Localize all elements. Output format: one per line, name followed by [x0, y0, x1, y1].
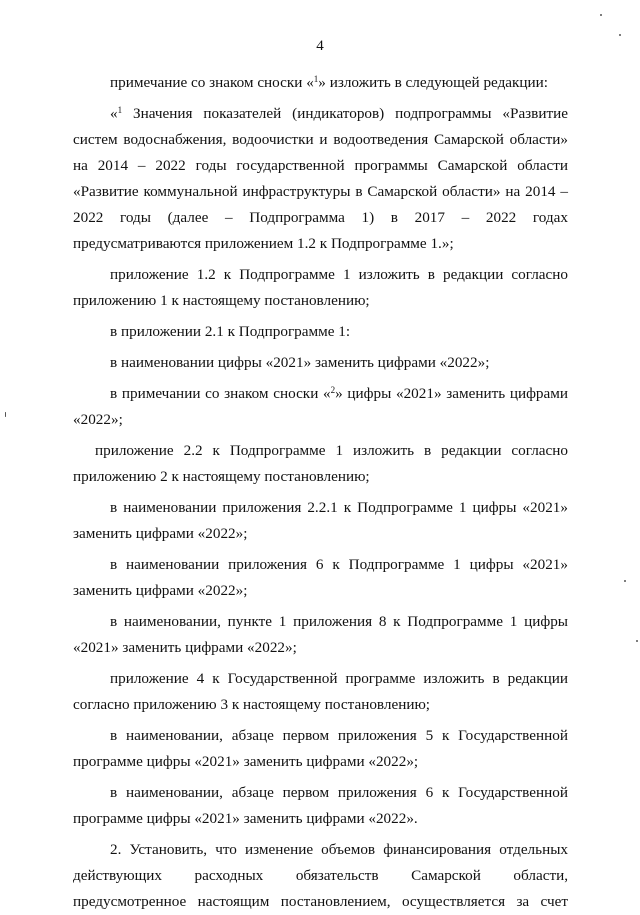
- scan-speck: [636, 640, 638, 642]
- paragraph: в наименовании приложения 2.2.1 к Подпрограмме 1 цифры «2021» заменить цифрами «2022»;: [73, 499, 568, 542]
- p6-after: » цифры «2021» заменить цифрами «2022»;: [73, 385, 568, 428]
- paragraph: приложение 2.2 к Подпрограмме 1 изложить в редакции согласно приложению 2 к настоящему постановлению;: [73, 442, 568, 485]
- paragraph-footnote-2: [73, 381, 568, 433]
- paragraph: в наименовании приложения 6 к Подпрограмме 1 цифры «2021» заменить цифрами «2022»;: [73, 556, 568, 599]
- document-body: [73, 70, 568, 915]
- p2-line: на 2014 – 2022 годы государственной программы Самарской области: [73, 157, 568, 174]
- scan-speck: [624, 580, 626, 582]
- paragraph: приложение 4 к Государственной программе изложить в редакции согласно приложению 3 к настоящему постановлению;: [73, 670, 568, 713]
- p14-line: предусмотренное настоящим постановлением, осуществляется за счет: [73, 893, 568, 910]
- p6-before: в примечании со знаком сноски «: [110, 385, 331, 402]
- p14-line: 2. Установить, что изменение объемов финансирования отдельных: [110, 841, 568, 858]
- p1-before: примечание со знаком сноски «: [110, 74, 314, 91]
- scan-speck: [619, 34, 621, 36]
- paragraph: в наименовании, пункте 1 приложения 8 к Подпрограмме 1 цифры «2021» заменить цифрами «2022»;: [73, 613, 568, 656]
- footnote-mark: 1: [313, 74, 319, 84]
- paragraph-footnote-1-text: [73, 101, 568, 257]
- p2-line-text: Значения показателей (индикаторов) подпрограммы «Развитие: [133, 105, 568, 122]
- p14-line: действующих расходных обязательств Самарской области,: [73, 867, 568, 884]
- footnote-mark: 1: [117, 105, 123, 115]
- p2-line: систем водоснабжения, водоочистки и водоотведения Самарской области»: [73, 131, 568, 148]
- p2-open: «: [110, 105, 118, 122]
- p1-after: » изложить в следующей редакции:: [318, 74, 549, 91]
- scan-speck: [5, 412, 6, 417]
- footnote-mark: 2: [330, 385, 336, 395]
- p2-line: предусматриваются приложением 1.2 к Подпрограмме 1.»;: [73, 235, 454, 252]
- paragraph: в наименовании цифры «2021» заменить цифрами «2022»;: [110, 354, 490, 371]
- p2-line: 2022 годы (далее – Подпрограмма 1) в 2017 – 2022 годах: [73, 209, 568, 226]
- p2-line: «Развитие коммунальной инфраструктуры в Самарской области» на 2014 –: [73, 183, 568, 200]
- scan-speck: [600, 14, 602, 16]
- paragraph-footnote-1-intro: [73, 70, 568, 96]
- paragraph: в наименовании, абзаце первом приложения 6 к Государственной программе цифры «2021» заменить цифрами «2022».: [73, 784, 568, 827]
- paragraph-item-2: [73, 837, 568, 915]
- page-number: 4: [316, 38, 324, 54]
- paragraph: в наименовании, абзаце первом приложения 5 к Государственной программе цифры «2021» заменить цифрами «2022»;: [73, 727, 568, 770]
- paragraph: приложение 1.2 к Подпрограмме 1 изложить в редакции согласно приложению 1 к настоящему постановлению;: [73, 266, 568, 309]
- p2-line: [73, 101, 568, 127]
- paragraph: в приложении 2.1 к Подпрограмме 1:: [110, 323, 351, 340]
